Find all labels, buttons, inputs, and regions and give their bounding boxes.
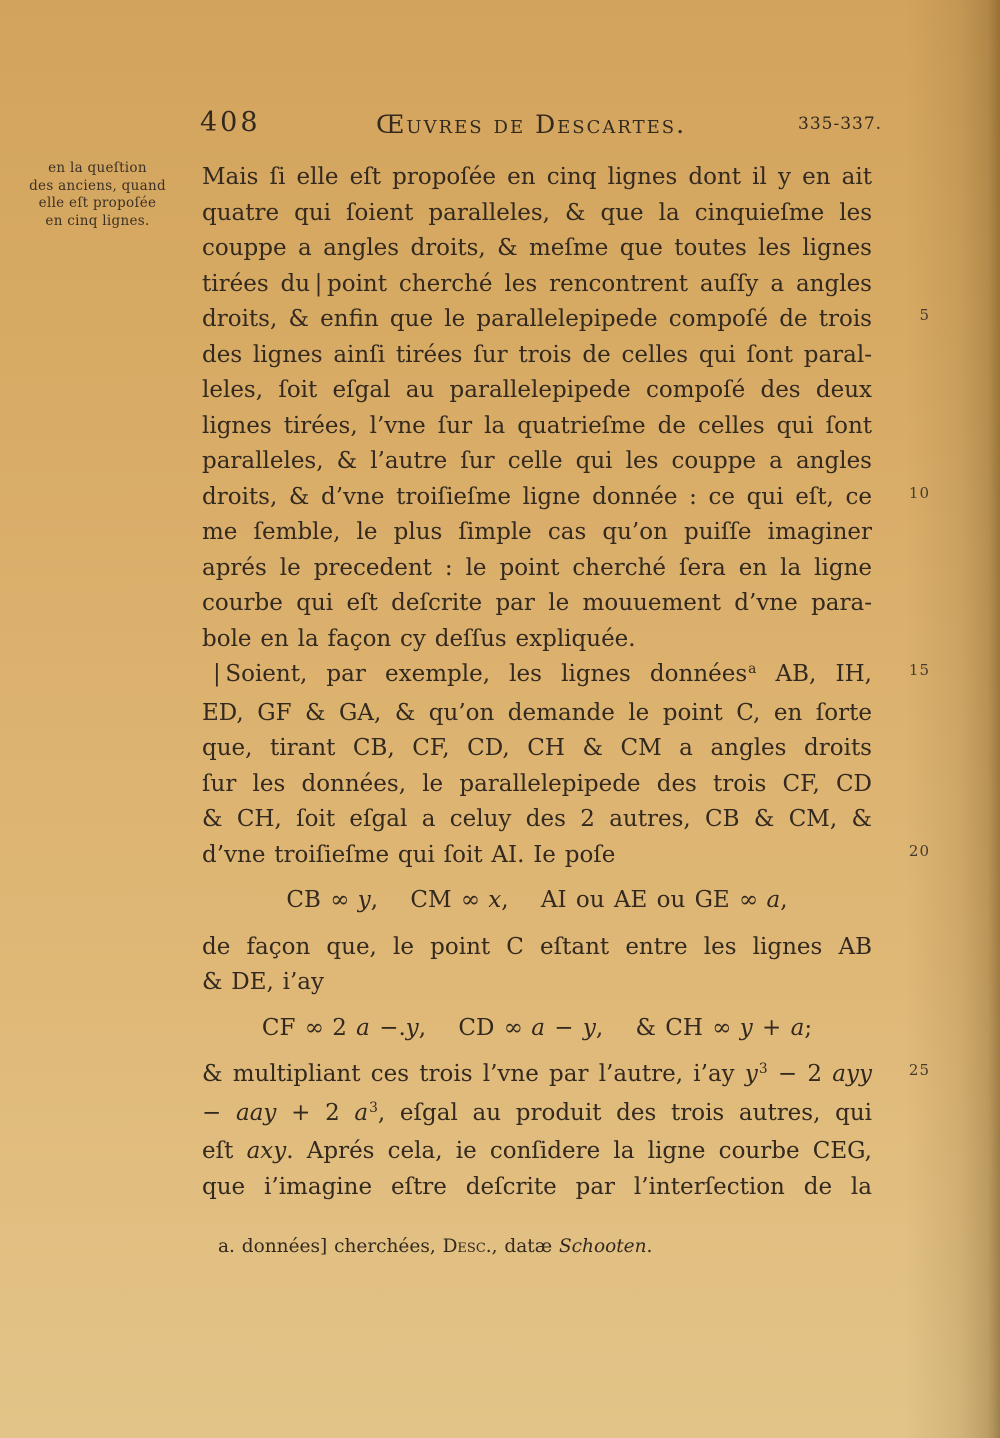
line-number: 10 xyxy=(908,483,930,502)
text-segment: droits, & d’vne troiſieſme ligne donnée : ce qui eſt, ce xyxy=(202,483,872,510)
text-segment: . Aprés cela, ie conſidere la ligne courbe CEG, xyxy=(286,1138,872,1164)
text-segment: y xyxy=(405,1014,419,1041)
text-segment: ∞ xyxy=(739,887,758,913)
text-segment: ∞ xyxy=(712,1014,731,1041)
text-segment: − xyxy=(544,1014,583,1041)
text-segment: , CD xyxy=(418,1014,504,1041)
text-segment: lignes tirées, l’vne ſur la quatrieſme de celles qui ſont xyxy=(202,412,872,439)
text-segment: y xyxy=(744,1061,758,1087)
text-segment: me ſemble, le plus ſimple cas qu’on puiſſe imaginer xyxy=(202,519,872,545)
text-segment: courbe qui eſt deſcrite par le mouuement d’vne para- xyxy=(202,590,872,616)
text-line xyxy=(202,551,872,587)
text-line xyxy=(202,930,872,966)
text-segment: & DE, i’ay xyxy=(202,969,325,995)
text-line xyxy=(202,1096,872,1135)
text-line xyxy=(202,160,872,196)
text-segment: , xyxy=(780,887,788,913)
text-line xyxy=(202,480,930,516)
text-line xyxy=(202,731,872,767)
text-segment: y xyxy=(357,887,371,913)
text-line xyxy=(202,802,872,838)
text-line xyxy=(202,838,930,874)
margin-note-line: en la queſtion xyxy=(48,160,147,176)
text-segment: | Soient, par exemple, les lignes données xyxy=(213,661,748,687)
text-segment: couppe a angles droits, & meſme que toutes les lignes xyxy=(202,235,872,261)
text-segment xyxy=(522,1015,531,1041)
text-segment: , AI ou AE ou GE xyxy=(501,887,740,913)
text-segment: CF xyxy=(261,1014,305,1041)
text-segment: a. données] cherchées, xyxy=(218,1236,443,1257)
text-segment: a xyxy=(531,1014,545,1041)
text-segment: y xyxy=(582,1014,596,1041)
text-line xyxy=(202,1134,872,1170)
text-segment: −. xyxy=(369,1014,406,1041)
text-line xyxy=(202,373,872,409)
text-line xyxy=(202,231,872,267)
footnote-marker: 3 xyxy=(369,1099,378,1116)
text-segment: eſt xyxy=(202,1138,247,1164)
text-line xyxy=(202,515,872,551)
text-segment: aprés le precedent : le point cherché ſera en la ligne xyxy=(202,554,872,581)
text-segment xyxy=(730,1015,739,1041)
text-line xyxy=(202,622,872,658)
text-segment: − xyxy=(202,1099,236,1126)
text-segment: , CM xyxy=(370,887,461,913)
line-number: 20 xyxy=(908,841,930,860)
text-segment: − 2 xyxy=(767,1061,833,1087)
footnote xyxy=(202,1235,872,1259)
text-line xyxy=(202,767,872,803)
text-line xyxy=(202,696,872,732)
text-segment: , eſgal au produit des trois autres, qui xyxy=(377,1099,873,1126)
text-segment: Mais ſi elle eſt propoſée en cinq lignes dont il y en ait xyxy=(202,164,872,190)
text-segment: quatre qui ſoient paralleles, & que la cinquieſme les xyxy=(202,199,872,226)
text-segment: que, tirant CB, CF, CD, CH & CM a angles droits xyxy=(202,735,872,761)
text-line xyxy=(202,965,872,1001)
text-segment: x xyxy=(488,887,502,913)
page-number: 408 xyxy=(200,107,261,138)
text-segment: ∞ xyxy=(330,887,349,913)
text-segment xyxy=(757,887,766,913)
equation-line xyxy=(202,1011,872,1047)
text-line xyxy=(202,302,930,338)
text-segment: ED, GF & GA, & qu’on demande le point C, en ſorte xyxy=(202,699,872,726)
text-segment: droits, & enfin que le parallelepipede compoſé de trois xyxy=(202,306,872,332)
text-segment: tirées du | point cherché les rencontrent auſſy a angles xyxy=(202,270,872,297)
marginal-folio-reference: 335-337. xyxy=(798,114,883,134)
text-segment: ; xyxy=(804,1014,813,1041)
text-segment: ayy xyxy=(832,1061,872,1087)
text-segment: d’vne troiſieſme qui ſoit AI. Ie poſe xyxy=(202,841,616,868)
main-text-column xyxy=(202,160,930,1259)
text-segment: + 2 xyxy=(276,1099,355,1126)
text-line xyxy=(202,1170,872,1206)
text-segment: & multipliant ces trois l’vne par l’autre, i’ay xyxy=(202,1061,745,1087)
text-segment: ∞ xyxy=(304,1014,323,1041)
text-line xyxy=(202,444,872,480)
text-segment: y xyxy=(739,1014,753,1041)
text-segment: & CH, ſoit eſgal a celuy des 2 autres, CB & CM, & xyxy=(202,806,872,832)
text-segment: aay xyxy=(235,1099,277,1126)
text-segment: AB, IH, xyxy=(756,661,872,687)
footnote-marker: a xyxy=(748,661,757,678)
text-line xyxy=(202,586,872,622)
text-segment: a xyxy=(354,1099,369,1126)
text-segment: ſur les données, le parallelepipede des trois CF, CD xyxy=(202,770,872,797)
text-line xyxy=(202,409,872,445)
text-segment: Schooten xyxy=(559,1236,647,1257)
margin-note-line: des anciens, quand xyxy=(29,177,166,194)
text-segment: 2 xyxy=(322,1014,357,1041)
margin-note-line: elle eſt propoſée xyxy=(38,195,157,212)
text-segment: a xyxy=(356,1014,370,1041)
text-segment: Desc. xyxy=(442,1236,492,1257)
text-segment: que i’imagine eſtre deſcrite par l’interſection de la xyxy=(202,1173,872,1200)
text-segment: bole en la façon cy deſſus expliquée. xyxy=(202,625,636,652)
text-line xyxy=(202,267,872,303)
footnote-marker: 3 xyxy=(758,1061,768,1078)
line-number: 15 xyxy=(908,661,930,679)
text-segment xyxy=(348,887,357,913)
text-segment: leles, ſoit eſgal au parallelepipede compoſé des deux xyxy=(202,377,872,403)
running-title: Œuvres de Descartes. xyxy=(375,110,687,139)
equation-line xyxy=(202,883,872,919)
text-line xyxy=(202,1057,930,1096)
text-segment: a xyxy=(766,887,781,913)
margin-note xyxy=(20,160,175,230)
text-line xyxy=(202,657,930,696)
margin-note-line: en cinq lignes. xyxy=(45,212,150,229)
line-number: 25 xyxy=(908,1061,930,1079)
text-segment: . xyxy=(646,1236,653,1257)
text-segment: paralleles, & l’autre ſur celle qui les couppe a angles xyxy=(202,448,872,474)
line-number: 5 xyxy=(919,306,930,324)
text-segment: , & CH xyxy=(595,1014,713,1041)
text-segment: a xyxy=(790,1014,805,1041)
text-segment: ∞ xyxy=(460,887,479,913)
text-segment: ∞ xyxy=(503,1014,522,1041)
text-segment: CB xyxy=(286,887,331,913)
text-line xyxy=(202,338,872,374)
text-segment: des lignes ainſi tirées ſur trois de celles qui ſont paral- xyxy=(202,341,872,368)
text-segment: axy xyxy=(246,1138,287,1164)
text-segment: de façon que, le point C eſtant entre les lignes AB xyxy=(202,933,872,960)
text-segment: + xyxy=(752,1014,791,1041)
text-segment xyxy=(479,887,488,913)
text-segment: , datæ xyxy=(491,1236,559,1257)
text-line xyxy=(202,196,872,232)
